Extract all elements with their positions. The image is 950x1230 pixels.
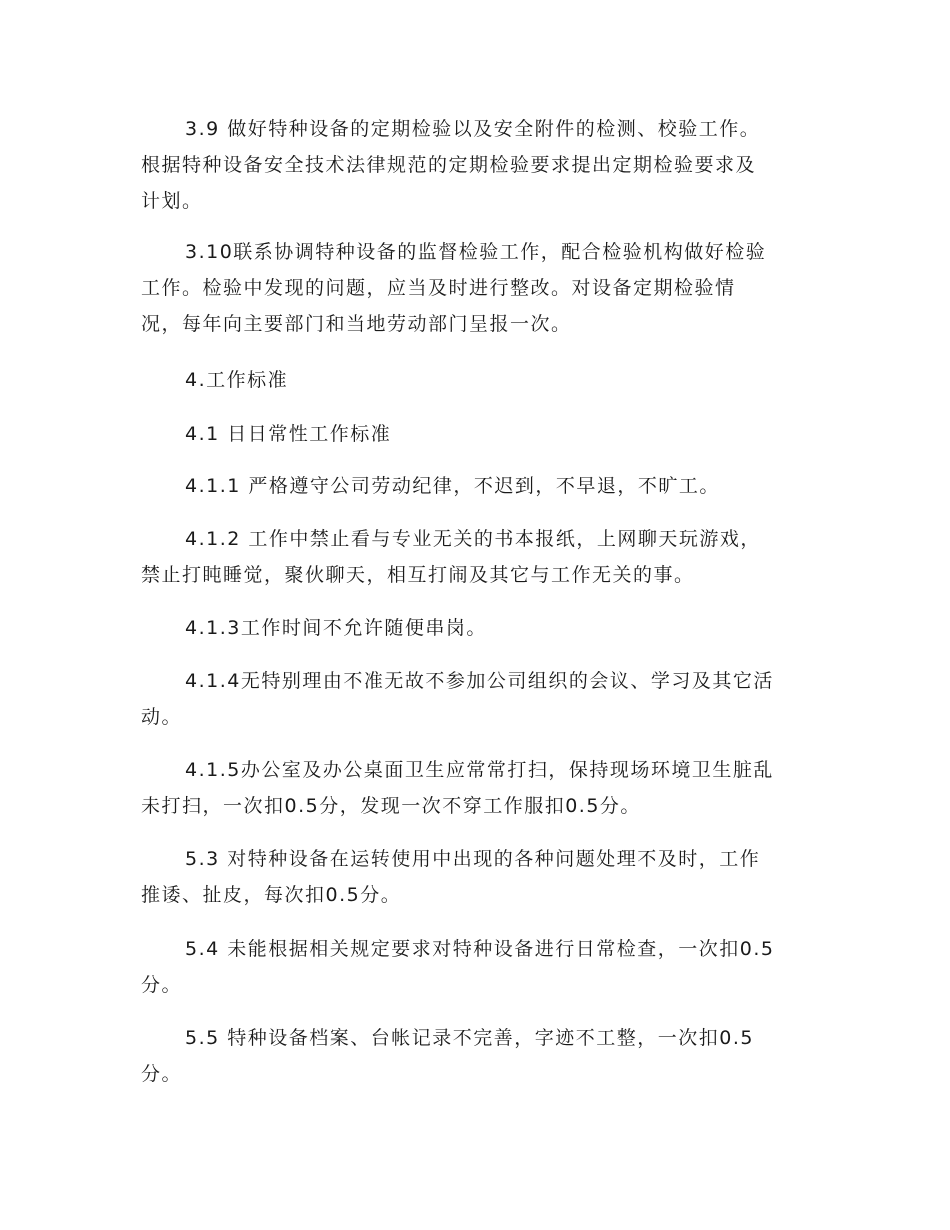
section-heading-4 xyxy=(141,362,821,398)
text-line: 4.1.1 严格遵守公司劳动纪律，不迟到，不早退，不旷工。 xyxy=(185,475,720,497)
paragraph-5-5 xyxy=(141,1020,821,1092)
text-line: 4.1.5办公室及办公桌面卫生应常常打扫，保持现场环境卫生脏乱 xyxy=(185,759,774,781)
text-line: 5.4 未能根据相关规定要求对特种设备进行日常检查，一次扣0.5 xyxy=(185,938,775,960)
text-line: 4.1.4无特别理由不准无故不参加公司组织的会议、学习及其它活 xyxy=(185,670,774,692)
paragraph-4-1-2 xyxy=(141,521,821,593)
text-line: 未打扫，一次扣0.5分，发现一次不穿工作服扣0.5分。 xyxy=(141,795,641,817)
text-line: 推诿、扯皮，每次扣0.5分。 xyxy=(141,884,402,906)
text-line: 5.5 特种设备档案、台帐记录不完善，字迹不工整，一次扣0.5 xyxy=(185,1027,754,1049)
subsection-heading-4-1 xyxy=(141,416,821,452)
paragraph-4-1-3 xyxy=(141,610,821,646)
text-line: 禁止打盹睡觉，聚伙聊天，相互打闹及其它与工作无关的事。 xyxy=(141,564,695,586)
text-line: 况，每年向主要部门和当地劳动部门呈报一次。 xyxy=(141,313,572,335)
paragraph-4-1-1 xyxy=(141,468,821,504)
text-line: 4.1.3工作时间不允许随便串岗。 xyxy=(185,617,487,639)
paragraph-3-9 xyxy=(141,111,821,219)
text-line: 根据特种设备安全技术法律规范的定期检验要求提出定期检验要求及 xyxy=(141,154,757,176)
text-line: 工作。检验中发现的问题，应当及时进行整改。对设备定期检验情 xyxy=(141,277,736,299)
text-line: 4.1.2 工作中禁止看与专业无关的书本报纸，上网聊天玩游戏， xyxy=(185,528,761,550)
paragraph-4-1-5 xyxy=(141,752,821,824)
text-line: 计划。 xyxy=(141,190,203,212)
paragraph-5-3 xyxy=(141,841,821,913)
paragraph-5-4 xyxy=(141,931,821,1003)
text-line: 动。 xyxy=(141,706,183,728)
paragraph-4-1-4 xyxy=(141,663,821,735)
text-line: 4.工作标准 xyxy=(185,369,289,391)
text-line: 5.3 对特种设备在运转使用中出现的各种问题处理不及时，工作 xyxy=(185,848,761,870)
text-line: 4.1 日日常性工作标准 xyxy=(185,423,392,445)
text-line: 分。 xyxy=(141,1063,183,1085)
text-line: 分。 xyxy=(141,974,183,996)
paragraph-3-10 xyxy=(141,234,821,342)
text-line: 3.9 做好特种设备的定期检验以及安全附件的检测、校验工作。 xyxy=(185,118,761,140)
text-line: 3.10联系协调特种设备的监督检验工作，配合检验机构做好检验 xyxy=(185,241,767,263)
